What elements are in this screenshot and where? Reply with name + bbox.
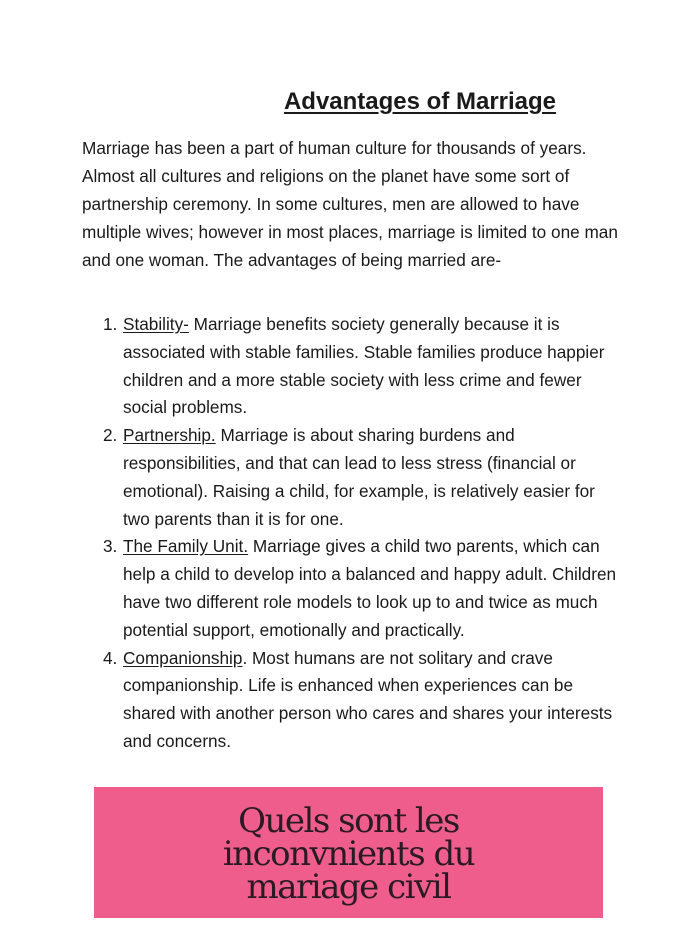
advantages-list: [82, 311, 622, 756]
list-item-text: . Most humans are not solitary and crave companionship. Life is enhanced when experiences can be shared with another person who cares and shares your interests and concerns.: [123, 647, 613, 751]
list-item: [82, 645, 622, 756]
list-item-term: Stability-: [123, 314, 189, 334]
banner-text: Quels sont les inconvnients du mariage civil: [222, 801, 475, 907]
list-item-number: 4.: [103, 647, 118, 668]
list-item-term: Partnership.: [123, 425, 216, 446]
list-item-number: 1.: [103, 314, 118, 334]
intro-paragraph: Marriage has been a part of human culture for thousands of years. Almost all cultures and religions on the planet have some sort of partnership ceremony. In some cultures, men are allowed to have multiple wives; however in most places, marriage is limited to one man and one woman. The advantages of being married are-: [82, 138, 618, 270]
list-item-text: Marriage benefits society generally because it is associated with stable families. Stable families produce happier children and a more stable society with less crime and fewer social problems.: [123, 314, 605, 418]
list-item-term: Companionship: [123, 647, 243, 668]
list-item: [82, 311, 622, 422]
list-item: [82, 533, 622, 644]
list-item-term: The Family Unit.: [123, 536, 249, 557]
list-item-number: 3.: [103, 536, 118, 557]
document-title: Advantages of Marriage: [283, 88, 557, 115]
list-item-text: Marriage is about sharing burdens and responsibilities, and that can lead to less stress (financial or emotional). Raising a child, for example, is relatively easier for two parents than it is for one.: [123, 425, 595, 529]
list-item-text: Marriage gives a child two parents, which can help a child to develop into a balanced and happy adult. Children have two different role models to look up to and twice as much potential support, emotionally and practically.: [123, 536, 617, 640]
list-item-number: 2.: [103, 425, 118, 446]
overlay-banner: [94, 787, 603, 918]
list-item: [82, 422, 622, 533]
